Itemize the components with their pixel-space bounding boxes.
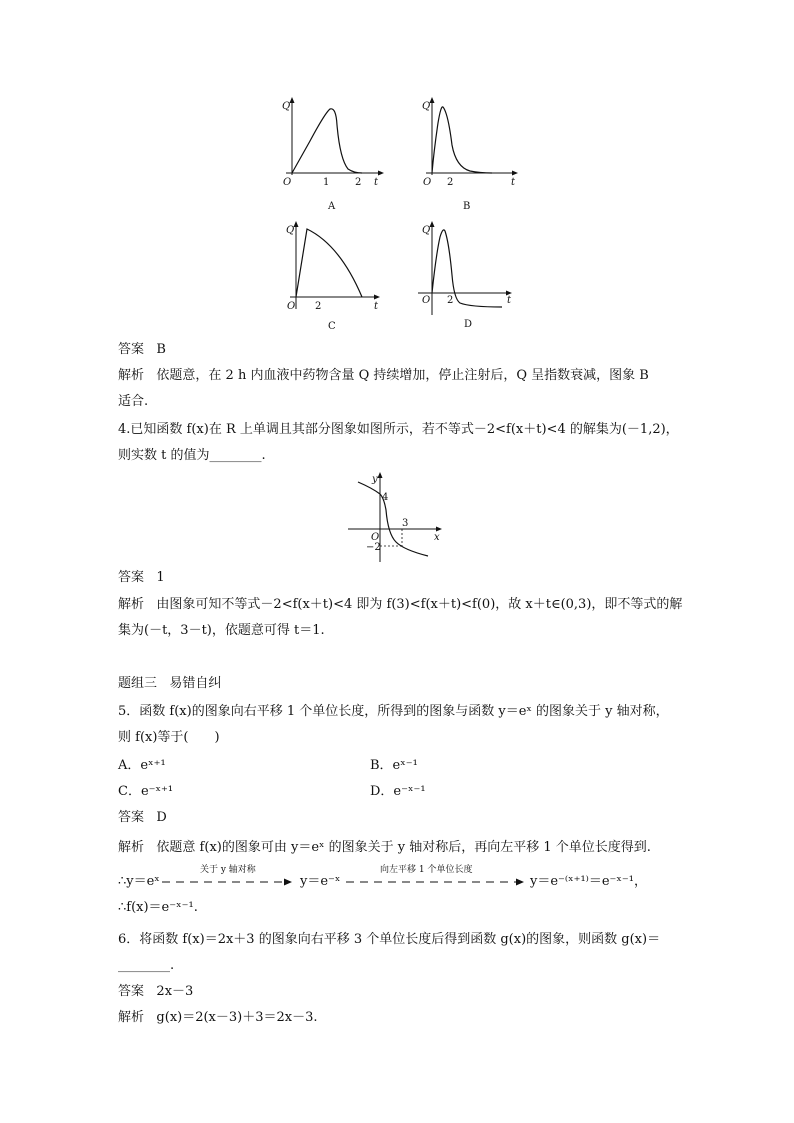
graph-c-curve	[296, 229, 362, 297]
q5-arrow1-label: 关于 y 轴对称	[200, 865, 256, 875]
q6-analysis-label: 解析	[118, 1010, 145, 1025]
graph-c-origin-label: O	[287, 301, 296, 312]
q5-option-d-text: D．e⁻ˣ⁻¹	[370, 784, 426, 799]
q5-chain-start: ∴y＝eˣ	[118, 874, 160, 889]
graph-d-q-arrow	[430, 221, 435, 227]
section-header	[118, 674, 221, 694]
q3-answer: B	[156, 342, 166, 357]
q5-stem-line2	[118, 728, 220, 748]
graph-c-caption: C	[328, 321, 336, 332]
graph-b-t-label: t	[511, 177, 516, 188]
q3-analysis-line2	[118, 392, 148, 412]
graph-a-t-arrow	[378, 171, 384, 176]
q5-arrow2-label: 向左平移 1 个单位长度	[380, 865, 473, 875]
q5-option-b	[370, 756, 418, 776]
section-subtitle: 易错自纠	[169, 676, 222, 691]
q5-chain-end: y＝e⁻⁽ˣ⁺¹⁾＝e⁻ˣ⁻¹，	[530, 874, 648, 889]
graph-d-t-label: t	[507, 295, 512, 306]
q4-analysis-text1: 由图象可知不等式－2<f(x＋t)<4 即为 f(3)<f(x＋t)<f(0)，故 x＋t∈(0,3)，即不等式的解	[156, 597, 683, 612]
q4-y-arrow	[378, 472, 383, 478]
graph-b-origin-label: O	[423, 177, 432, 188]
q4-stem-line2	[118, 446, 266, 466]
graph-b-tick-2: 2	[447, 177, 454, 188]
q4-stem-line1	[118, 420, 679, 440]
graph-c-q-arrow	[294, 221, 299, 227]
q4-analysis-line2	[118, 621, 325, 641]
graph-c	[270, 215, 390, 335]
q5-analysis-line1	[118, 838, 651, 858]
graph-b	[410, 95, 530, 215]
q4-label-4: 4	[382, 492, 389, 503]
q5-option-c	[118, 782, 173, 802]
q5-option-a	[118, 756, 166, 776]
q5-stem-text2: 则 f(x)等于( )	[118, 730, 220, 745]
q4-answer: 1	[156, 570, 165, 585]
q5-option-d	[370, 782, 426, 802]
q6-answer-line	[118, 982, 193, 1002]
q4-analysis-label: 解析	[118, 597, 145, 612]
q4-analysis-line1	[118, 595, 682, 615]
graph-d-curve	[432, 230, 502, 307]
graph-a	[270, 95, 390, 215]
graph-b-curve	[432, 107, 492, 173]
q5-stem-text1: 5．函数 f(x)的图象向右平移 1 个单位长度，所得到的图象与函数 y＝eˣ 的图象关于 y 轴对称，	[118, 704, 669, 719]
graph-a-tick-2: 2	[355, 177, 362, 188]
q4-y-label: y	[372, 474, 378, 485]
q5-stem-line1	[118, 702, 669, 722]
q3-answer-label: 答案	[118, 342, 145, 357]
q3-analysis-text2: 适合.	[118, 394, 149, 409]
section-title: 题组三	[118, 676, 158, 691]
graph-a-caption: A	[328, 201, 336, 212]
graph-b-q-label: Q	[422, 101, 431, 112]
q4-graph	[344, 470, 454, 570]
graph-c-tick-2: 2	[315, 301, 322, 312]
q5-option-c-text: C．e⁻ˣ⁺¹	[118, 784, 174, 799]
graph-d-origin-label: O	[422, 295, 431, 306]
graph-c-t-arrow	[374, 295, 380, 300]
graph-a-tick-1: 1	[323, 177, 330, 188]
q4-label-neg2: −2	[366, 542, 381, 553]
q6-answer-label: 答案	[118, 984, 145, 999]
q5-answer: D	[156, 810, 167, 825]
q3-analysis-text1: 依题意，在 2 h 内血液中药物含量 Q 持续增加，停止注射后，Q 呈指数衰减，图象 B	[156, 368, 649, 383]
q5-analysis-text1: 依题意 f(x)的图象可由 y＝eˣ 的图象关于 y 轴对称后，再向左平移 1 个单位长度得到.	[156, 840, 651, 855]
graph-a-q-arrow	[290, 97, 295, 103]
q5-conclusion-text: ∴f(x)＝e⁻ˣ⁻¹.	[118, 900, 198, 915]
q3-analysis-line1	[118, 366, 649, 386]
q4-label-3: 3	[402, 518, 409, 529]
q5-answer-label: 答案	[118, 810, 145, 825]
q5-option-a-text: A．eˣ⁺¹	[118, 758, 166, 773]
graph-c-q-label: Q	[286, 225, 295, 236]
q5-option-b-text: B．eˣ⁻¹	[370, 758, 418, 773]
q5-analysis-label: 解析	[118, 840, 145, 855]
q6-stem-text1: 6．将函数 f(x)＝2x＋3 的图象向右平移 3 个单位长度后得到函数 g(x)的图象，则函数 g(x)＝	[118, 932, 661, 947]
q6-stem-line1	[118, 930, 660, 950]
q4-x-arrow	[436, 527, 442, 532]
graph-b-t-arrow	[512, 171, 518, 176]
q6-answer: 2x－3	[156, 984, 194, 999]
q6-stem-text2: ________.	[118, 958, 175, 973]
graph-b-caption: B	[463, 201, 471, 212]
graph-d-caption: D	[464, 319, 473, 330]
q6-analysis-text1: g(x)＝2(x－3)＋3＝2x－3.	[156, 1010, 318, 1025]
q5-answer-line	[118, 808, 167, 828]
q5-chain-mid: y＝e⁻ˣ	[300, 874, 341, 889]
q5-arrow2	[346, 876, 526, 888]
q3-analysis-label: 解析	[118, 368, 145, 383]
q6-stem-line2	[118, 956, 174, 976]
q4-x-label: x	[434, 532, 440, 543]
graph-a-t-label: t	[374, 177, 379, 188]
q4-analysis-text2: 集为(－t，3－t)，依题意可得 t＝1.	[118, 623, 325, 638]
q4-answer-label: 答案	[118, 570, 145, 585]
graph-b-q-arrow	[430, 97, 435, 103]
graph-a-curve	[292, 109, 362, 173]
q4-stem-text1: 4.已知函数 f(x)在 R 上单调且其部分图象如图所示，若不等式－2<f(x＋t)<4 的解集为(－1,2)，	[118, 422, 679, 437]
q6-analysis-line1	[118, 1008, 318, 1028]
q4-stem-text2: 则实数 t 的值为________.	[118, 448, 266, 463]
q3-answer-line	[118, 340, 166, 360]
graph-a-origin-label: O	[283, 177, 292, 188]
q5-conclusion	[118, 898, 198, 918]
graph-a-q-label: Q	[282, 101, 291, 112]
graph-c-t-label: t	[374, 301, 379, 312]
graph-d-q-label: Q	[422, 225, 431, 236]
q5-arrow1	[162, 876, 294, 888]
q4-origin-label: O	[371, 532, 380, 543]
q4-answer-line	[118, 568, 165, 588]
graph-d-tick-2: 2	[447, 295, 454, 306]
q5-chain	[118, 862, 678, 890]
graph-d	[410, 215, 530, 335]
